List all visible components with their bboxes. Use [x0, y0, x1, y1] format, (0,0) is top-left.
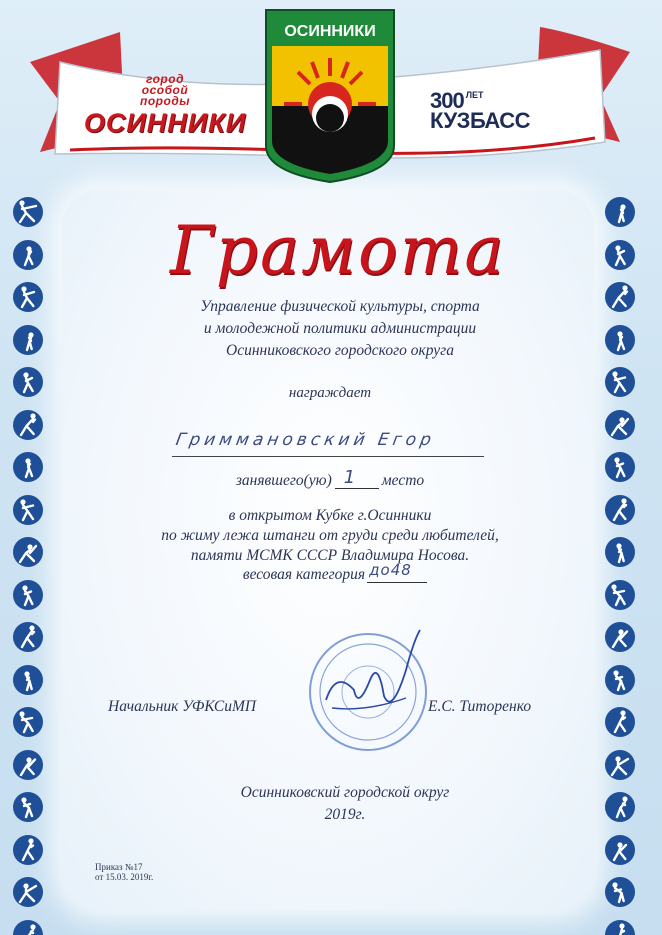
motto-line-1: город: [145, 72, 184, 86]
kayak-icon: [604, 621, 636, 653]
issuing-organization: [140, 296, 540, 362]
wrestling-icon: [12, 791, 44, 823]
wrestling-icon: [604, 324, 636, 356]
event-description: [110, 506, 550, 566]
footer-place-year: [200, 782, 490, 826]
city-motto: [70, 74, 260, 139]
basketball-icon: [12, 579, 44, 611]
anniversary-logo: [430, 88, 540, 134]
signer-role: Начальник УФКСиМП: [108, 698, 257, 715]
awardee-name-handwritten: Гриммановский Егор: [174, 430, 437, 450]
weightlifting-icon: [12, 409, 44, 441]
hockey-icon: [604, 451, 636, 483]
tennis-icon: [12, 621, 44, 653]
diving-icon: [12, 366, 44, 398]
swimming-icon: [12, 281, 44, 313]
awards-text: награждает: [288, 385, 372, 401]
org-line-1: Управление физической культуры, спорта: [200, 298, 480, 315]
weight-label: весовая категория: [242, 566, 366, 583]
order-reference: [95, 862, 153, 882]
weight-blank: [367, 561, 427, 583]
place-prefix: занявшего(ую): [235, 472, 332, 489]
order-line-2: от 15.03. 2019г.: [95, 872, 154, 882]
footer-line-2: 2019г.: [324, 806, 366, 823]
event-line-1: в открытом Кубке г.Осинники: [228, 507, 432, 524]
place-blank: [335, 467, 379, 489]
order-line-1: Приказ №17: [95, 862, 143, 872]
event-line-3: памяти МСМК СССР Владимира Носова.: [190, 547, 470, 564]
anniversary-number: 300: [430, 88, 464, 113]
canoe-icon: [604, 196, 636, 228]
certificate-title: Грамота: [170, 212, 506, 289]
awardee-line: [172, 426, 484, 457]
footer-line-1: Осинниковский городской округ: [240, 784, 450, 801]
handball-icon: [604, 706, 636, 738]
gymnastics-icon: [604, 409, 636, 441]
sport-icons-right-column: [604, 196, 644, 935]
road-cycling-icon: [12, 239, 44, 271]
weight-category-row: [230, 561, 440, 584]
place-row: [190, 467, 470, 490]
tennis-icon: [604, 749, 636, 781]
motto-line-2: особой: [141, 83, 189, 97]
cycling-icon: [604, 834, 636, 866]
basketball-icon: [604, 494, 636, 526]
city-crest-emblem: [262, 6, 398, 184]
fencing-icon: [12, 706, 44, 738]
official-seal-stamp: [296, 620, 446, 760]
javelin-icon: [12, 919, 44, 935]
weight-value: до48: [369, 561, 412, 579]
running-icon: [604, 281, 636, 313]
volleyball-icon: [604, 366, 636, 398]
swimming-icon: [604, 791, 636, 823]
rowing-icon: [12, 451, 44, 483]
motto-line-3: породы: [140, 94, 190, 108]
football-icon: [12, 876, 44, 908]
long-jump-icon: [604, 664, 636, 696]
shooting-icon: [12, 749, 44, 781]
gymnastics-icon: [12, 324, 44, 356]
football-icon: [604, 876, 636, 908]
event-line-2: по жиму лежа штанги от груди среди любителей,: [161, 527, 499, 544]
boxing-icon: [604, 919, 636, 935]
place-value: 1: [343, 467, 356, 488]
archery-icon: [12, 664, 44, 696]
signer-name: Е.С. Титоренко: [428, 698, 532, 715]
org-line-2: и молодежной политики администрации: [203, 320, 477, 337]
sailing-icon: [604, 239, 636, 271]
sport-icons-left-column: [12, 196, 52, 935]
running-icon: [12, 536, 44, 568]
cycling-icon: [12, 196, 44, 228]
crest-name: ОСИННИКИ: [284, 23, 376, 40]
anniversary-unit: ЛЕТ: [465, 90, 484, 100]
hurdles-icon: [12, 834, 44, 866]
org-line-3: Осинниковского городского округа: [226, 342, 454, 359]
boxing-icon: [12, 494, 44, 526]
shotput-icon: [604, 536, 636, 568]
anniversary-region: КУЗБАСС: [430, 108, 531, 133]
place-suffix: место: [381, 472, 425, 489]
high-jump-icon: [604, 579, 636, 611]
motto-city: ОСИННИКИ: [83, 108, 247, 138]
